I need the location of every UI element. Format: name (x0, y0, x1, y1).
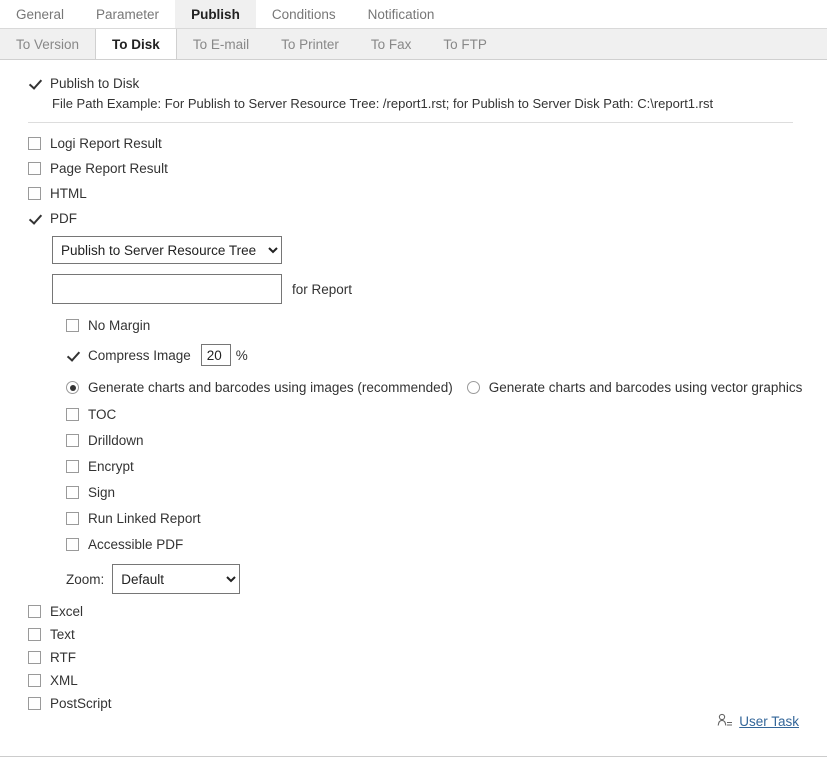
pdf-row[interactable] (28, 211, 803, 226)
toc-checkbox[interactable] (66, 408, 79, 421)
excel-label: Excel (50, 604, 84, 619)
zoom-row (66, 564, 803, 594)
pdf-checkbox[interactable] (28, 212, 41, 225)
tab-notification[interactable]: Notification (352, 0, 451, 28)
no-margin-checkbox[interactable] (66, 319, 79, 332)
html-label: HTML (50, 186, 87, 201)
tab-conditions[interactable]: Conditions (256, 0, 352, 28)
for-report-label: for Report (292, 281, 353, 297)
html-row[interactable] (28, 186, 803, 201)
text-checkbox[interactable] (28, 628, 41, 641)
encrypt-checkbox[interactable] (66, 460, 79, 473)
xml-label: XML (50, 673, 78, 688)
postscript-checkbox[interactable] (28, 697, 41, 710)
sign-row[interactable] (66, 485, 803, 500)
file-path-example-hint: File Path Example: For Publish to Server Resource Tree: /report1.rst; for Publish to Server Disk Path: C:\report1.rst (52, 96, 714, 111)
xml-checkbox[interactable] (28, 674, 41, 687)
tab-to-ftp[interactable]: To FTP (427, 29, 503, 59)
no-margin-label: No Margin (88, 318, 151, 333)
page-report-result-row[interactable] (28, 161, 803, 176)
run-linked-report-checkbox[interactable] (66, 512, 79, 525)
run-linked-report-label: Run Linked Report (88, 511, 201, 526)
section-divider (28, 122, 793, 123)
logi-report-result-label: Logi Report Result (50, 136, 162, 151)
zoom-label: Zoom: (66, 571, 105, 587)
publish-destination-select[interactable] (52, 236, 282, 264)
publish-to-disk-row[interactable] (28, 76, 803, 91)
encrypt-label: Encrypt (88, 459, 134, 474)
path-input[interactable] (52, 274, 282, 304)
postscript-label: PostScript (50, 696, 112, 711)
toc-row[interactable] (66, 407, 803, 422)
compress-image-unit: % (235, 347, 248, 363)
tab-general[interactable]: General (0, 0, 80, 28)
user-task-icon (717, 713, 733, 730)
accessible-pdf-checkbox[interactable] (66, 538, 79, 551)
pdf-options (28, 236, 803, 594)
rtf-row[interactable] (28, 650, 803, 665)
excel-row[interactable] (28, 604, 803, 619)
postscript-row[interactable] (28, 696, 803, 711)
page-report-result-checkbox[interactable] (28, 162, 41, 175)
pdf-label: PDF (50, 211, 77, 226)
drilldown-checkbox[interactable] (66, 434, 79, 447)
tab-to-version[interactable]: To Version (0, 29, 95, 59)
drilldown-row[interactable] (66, 433, 803, 448)
graphics-vector-label: Generate charts and barcodes using vector graphics (488, 380, 803, 395)
drilldown-label: Drilldown (88, 433, 144, 448)
html-checkbox[interactable] (28, 187, 41, 200)
path-input-row (52, 274, 803, 304)
tab-to-email[interactable]: To E-mail (177, 29, 265, 59)
compress-image-checkbox[interactable] (66, 349, 79, 362)
tab-to-fax[interactable]: To Fax (355, 29, 428, 59)
main-tabbar (0, 0, 827, 29)
tab-to-disk[interactable]: To Disk (95, 29, 177, 59)
graphics-vector-radio[interactable] (467, 381, 480, 394)
compress-image-label: Compress Image (88, 347, 191, 363)
text-label: Text (50, 627, 75, 642)
graphics-images-radio[interactable] (66, 381, 79, 394)
run-linked-report-row[interactable] (66, 511, 803, 526)
compress-image-value-input[interactable] (201, 344, 231, 366)
compress-image-row[interactable] (66, 344, 803, 366)
publish-content (0, 60, 827, 711)
sign-checkbox[interactable] (66, 486, 79, 499)
logi-report-result-row[interactable] (28, 136, 803, 151)
publish-to-disk-checkbox[interactable] (28, 77, 41, 90)
graphics-mode-radio-group (66, 380, 803, 395)
excel-checkbox[interactable] (28, 605, 41, 618)
sign-label: Sign (88, 485, 116, 500)
accessible-pdf-label: Accessible PDF (88, 537, 184, 552)
text-row[interactable] (28, 627, 803, 642)
user-task-area[interactable] (717, 713, 799, 730)
tab-to-printer[interactable]: To Printer (265, 29, 355, 59)
user-task-link[interactable]: User Task (739, 714, 799, 729)
toc-label: TOC (88, 407, 117, 422)
tab-parameter[interactable]: Parameter (80, 0, 175, 28)
other-formats (28, 604, 803, 711)
graphics-images-option[interactable] (66, 380, 453, 395)
zoom-select[interactable] (112, 564, 240, 594)
rtf-checkbox[interactable] (28, 651, 41, 664)
no-margin-row[interactable] (66, 318, 803, 333)
tab-publish[interactable]: Publish (175, 0, 256, 28)
publish-to-disk-label: Publish to Disk (50, 76, 140, 91)
logi-report-result-checkbox[interactable] (28, 137, 41, 150)
accessible-pdf-row[interactable] (66, 537, 803, 552)
sub-tabbar (0, 29, 827, 60)
rtf-label: RTF (50, 650, 76, 665)
graphics-images-label: Generate charts and barcodes using images (recommended) (88, 380, 453, 395)
page-report-result-label: Page Report Result (50, 161, 168, 176)
graphics-vector-option[interactable] (467, 380, 803, 395)
xml-row[interactable] (28, 673, 803, 688)
encrypt-row[interactable] (66, 459, 803, 474)
